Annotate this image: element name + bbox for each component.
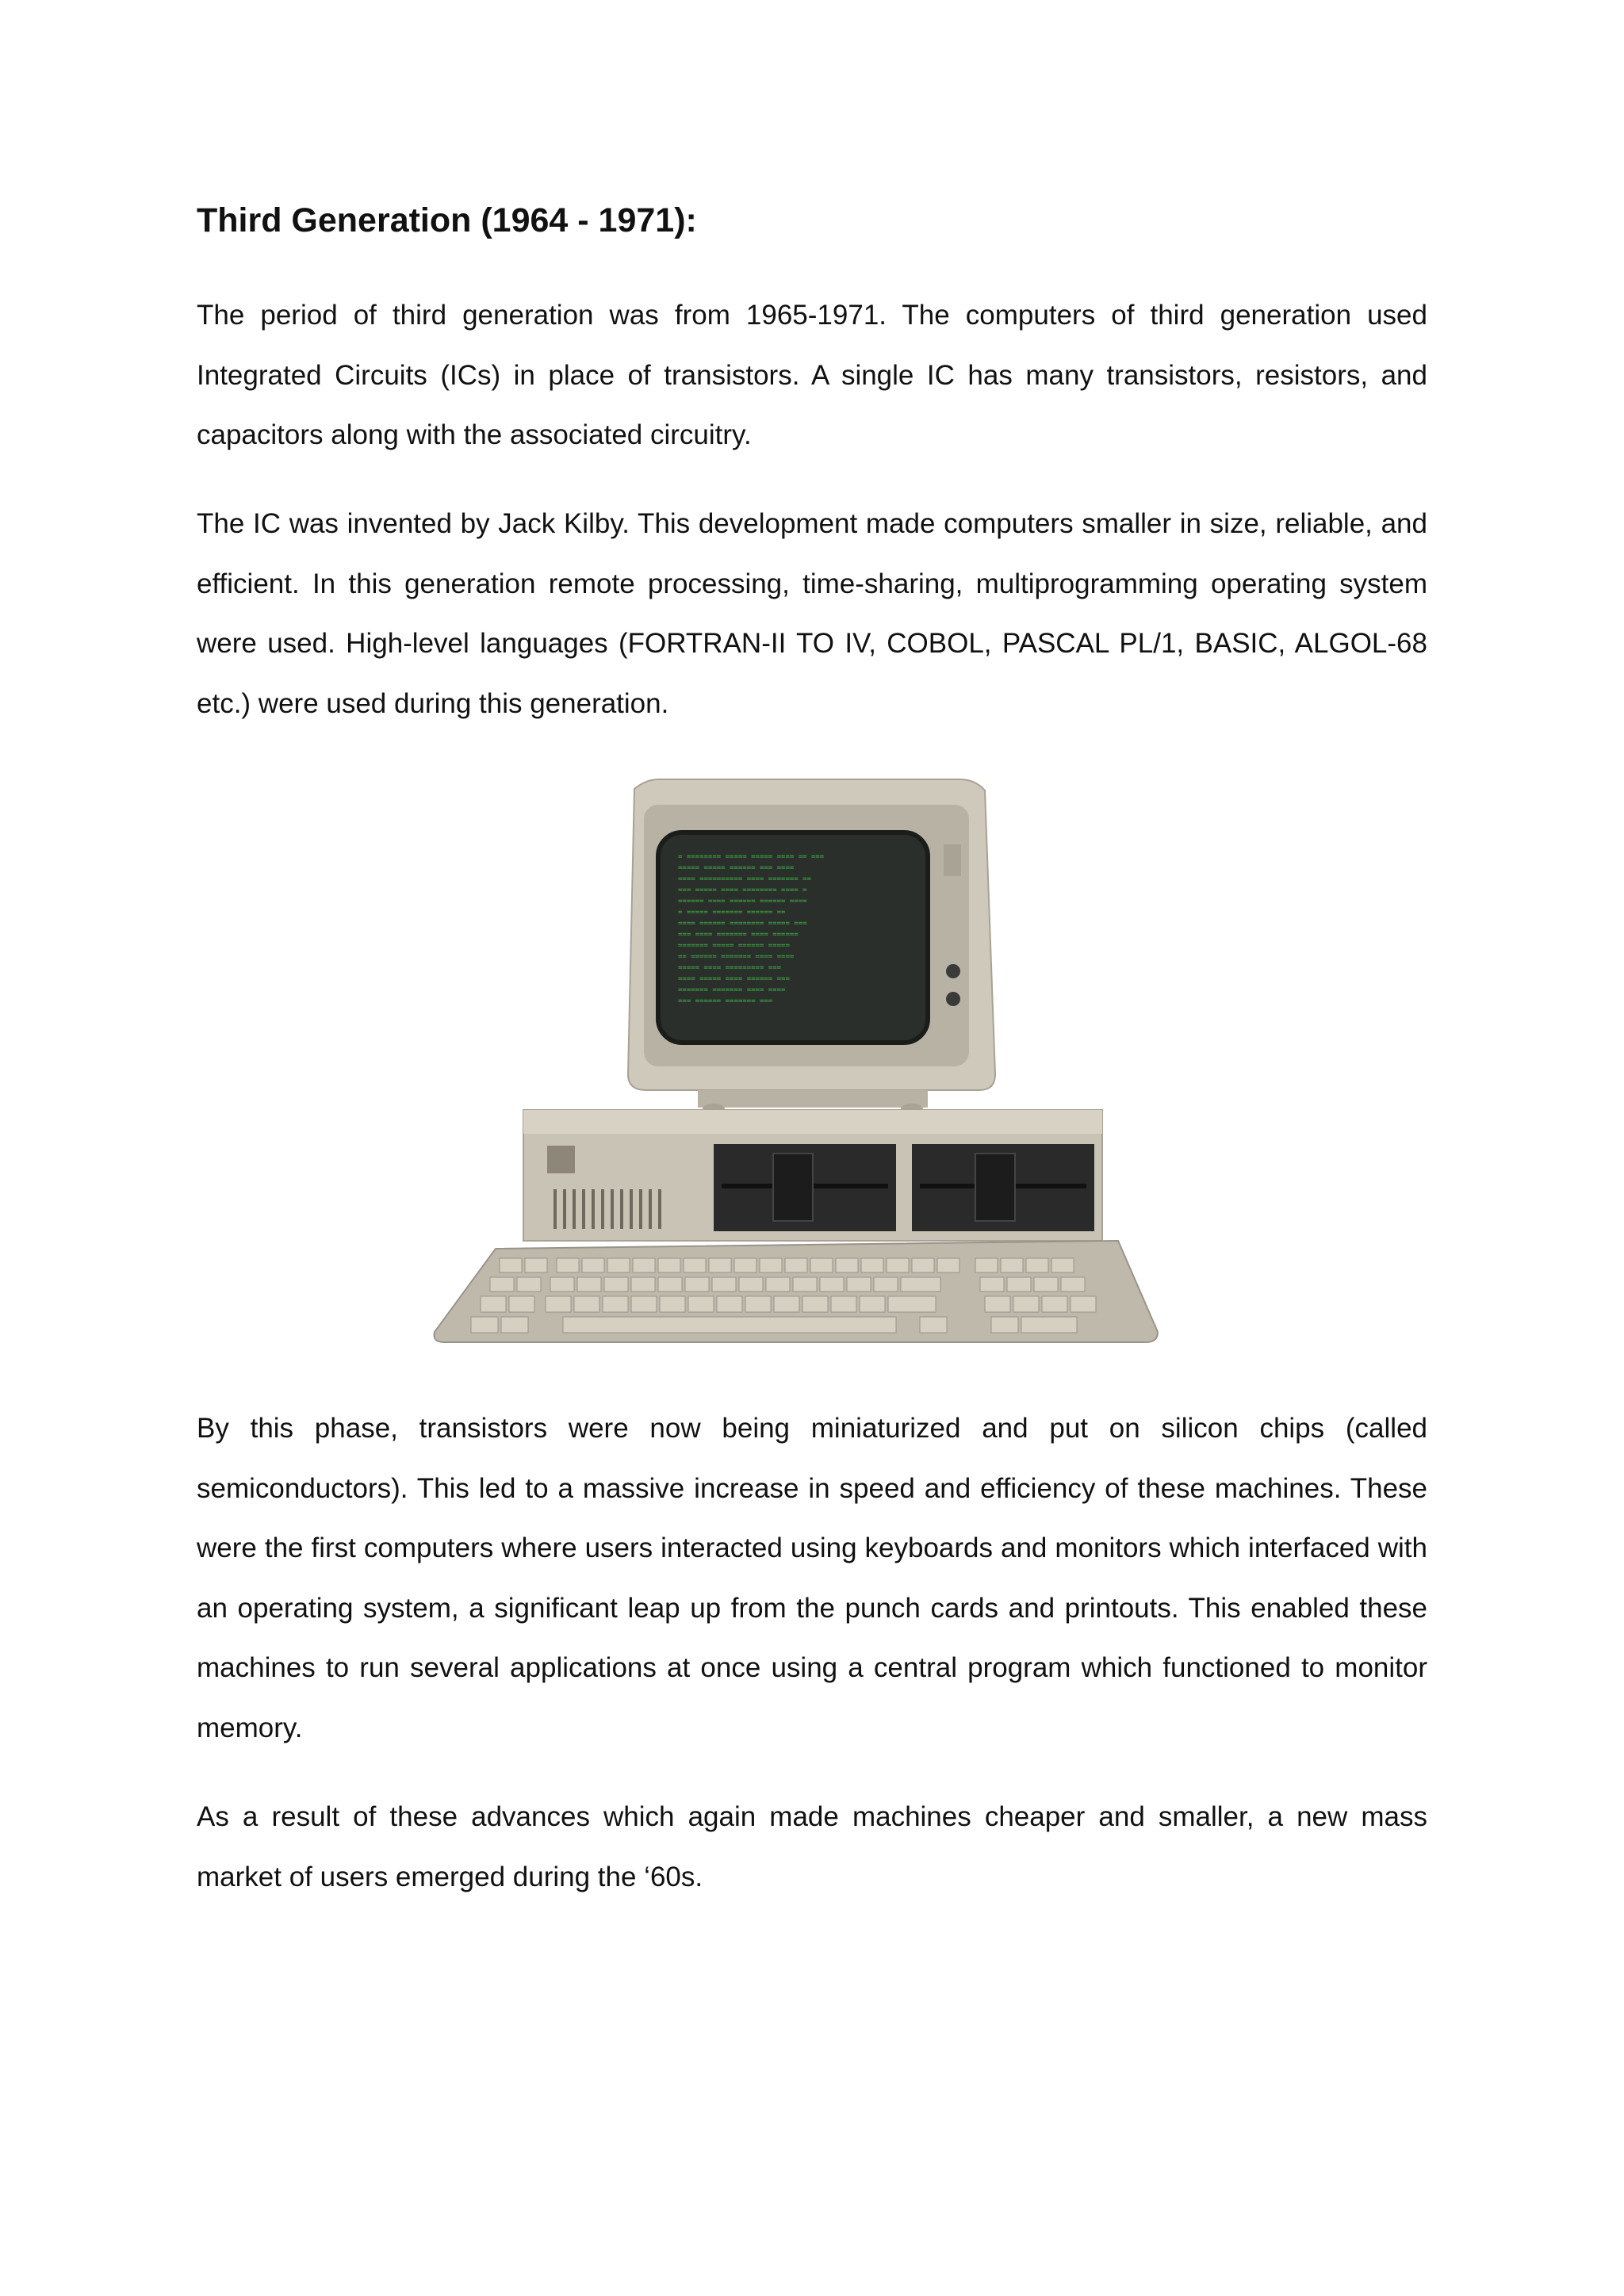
svg-text:===== ==== ========= ===: ===== ==== ========= === (678, 964, 782, 972)
keyboard (435, 1241, 1159, 1342)
svg-text:==== ===== ==== ====== ===: ==== ===== ==== ====== === (678, 975, 790, 983)
computer-photo (420, 773, 1205, 1352)
svg-text:===== ===== ====== === ===: ===== ===== ====== === ==== (678, 864, 795, 872)
svg-text:== ====== ======= ==== ====: == ====== ======= ==== ==== (678, 953, 795, 961)
paragraph-1: The period of third generation was from 1965-1971. The computers of third generation used Integrated Circuits (ICs) in place of transistors. A single IC has many transistors, resistors, and capacitors along with the associated circuitry. (197, 300, 1427, 451)
svg-text:==== ========== ==== =======: ==== ========== ==== ======= == (678, 875, 811, 883)
system-unit (523, 1110, 1102, 1241)
paragraph-3: By this phase, transistors were now being miniaturized and put on silicon chips (called semiconductors). This led to a massive increase in speed and efficiency of these machines. These were the first computers where users interacted using keyboards and monitors which interfaced with an operating system, a significant leap up from the punch cards and printouts. This enabled these machines to run several applications at once using a central program which functioned to monitor memory. (197, 1413, 1427, 1743)
svg-text:=== ==== ======= ==== ======: === ==== ======= ==== ====== (678, 931, 799, 939)
svg-text:====== ==== ====== ====== ===: ====== ==== ====== ====== ==== (678, 897, 807, 905)
monitor (628, 779, 995, 1115)
svg-text:======= ======= ==== ====: ======= ======= ==== ==== (678, 986, 786, 994)
personal-computer-illustration (420, 773, 1205, 1352)
svg-text:= ======== ===== ===== ==== ==: = ======== ===== ===== ==== == === (678, 853, 825, 861)
svg-text:======= ===== ====== =====: ======= ===== ====== ===== (678, 942, 790, 950)
svg-text:= ===== ======= ====== ==: = ===== ======= ====== == (678, 909, 786, 916)
svg-text:=== ====== ======= ===: === ====== ======= === (678, 997, 773, 1005)
paragraph-4: As a result of these advances which again made machines cheaper and smaller, a new mass market of users emerged during the ‘60s. (197, 1801, 1427, 1892)
svg-text:=== ===== ==== ======== ==== =: === ===== ==== ======== ==== = (678, 886, 807, 894)
paragraph-2: The IC was invented by Jack Kilby. This development made computers smaller in size, reliable, and efficient. In this generation remote processing, time-sharing, multiprogramming operating system were used. High-level languages (FORTRAN-II TO IV, COBOL, PASCAL PL/1, BASIC, ALGOL-68 etc.) were used during this generation. (197, 508, 1427, 719)
section-heading: Third Generation (1964 - 1971): (197, 201, 697, 239)
svg-text:==== ====== ======== ===== ===: ==== ====== ======== ===== === (678, 920, 807, 928)
